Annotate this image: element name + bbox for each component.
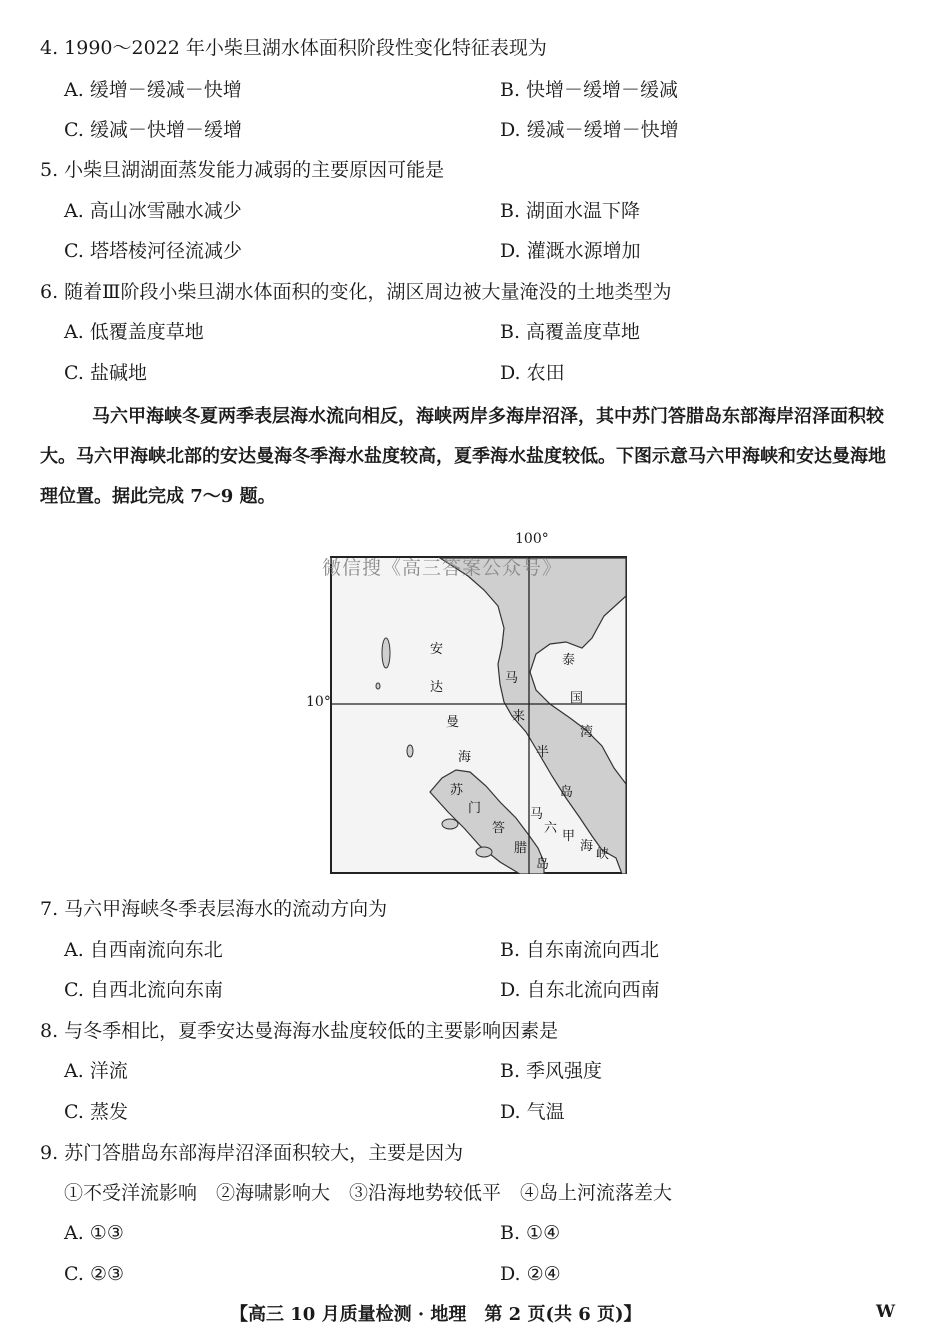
question-7-stem: 7. 马六甲海峡冬季表层海水的流动方向为 xyxy=(40,898,388,920)
andaman-island xyxy=(382,638,390,668)
question-9-statements: ①不受洋流影响 ②海啸影响大 ③沿海地势较低平 ④岛上河流落差大 xyxy=(64,1182,673,1204)
malacca-label-2: 六 xyxy=(544,821,558,836)
andaman-label-4: 海 xyxy=(458,750,472,765)
malay-label-4: 岛 xyxy=(560,785,574,800)
question-5-option-a: A. 高山冰雪融水减少 xyxy=(64,200,242,222)
malacca-label-5: 峡 xyxy=(596,847,610,862)
watermark-text: 微信搜《高三答案公众号》 xyxy=(322,557,563,579)
andaman-label-3: 曼 xyxy=(446,715,460,730)
question-8-stem: 8. 与冬季相比，夏季安达曼海海水盐度较低的主要影响因素是 xyxy=(40,1020,559,1042)
question-5-stem: 5. 小柴旦湖湖面蒸发能力减弱的主要原因可能是 xyxy=(40,159,445,181)
question-6-option-b: B. 高覆盖度草地 xyxy=(500,321,641,343)
question-6-option-d: D. 农田 xyxy=(500,362,565,384)
question-5-option-c: C. 塔塔棱河径流减少 xyxy=(64,240,242,262)
question-4-option-b: B. 快增－缓增－缓减 xyxy=(500,79,679,101)
sumatra-label-2: 门 xyxy=(468,801,482,816)
question-6-option-a: A. 低覆盖度草地 xyxy=(64,321,204,343)
question-9-option-a: A. ①③ xyxy=(64,1222,124,1244)
malacca-label-1: 马 xyxy=(530,807,544,822)
question-4-option-a: A. 缓增－缓减－快增 xyxy=(64,79,242,101)
question-6-option-c: C. 盐碱地 xyxy=(64,362,147,384)
andaman-label-2: 达 xyxy=(430,680,444,695)
question-5-option-b: B. 湖面水温下降 xyxy=(500,200,641,222)
malay-label-2: 来 xyxy=(512,709,526,724)
page-footer: 【高三 10 月质量检测 · 地理 第 2 页(共 6 页)】 xyxy=(230,1304,642,1325)
question-8-option-d: D. 气温 xyxy=(500,1101,565,1123)
question-4-stem: 4. 1990～2022 年小柴旦湖水体面积阶段性变化特征表现为 xyxy=(40,37,547,59)
sumatra-label-1: 苏 xyxy=(450,783,464,798)
gulf-label-3: 湾 xyxy=(580,725,594,740)
passage-text xyxy=(40,397,902,517)
question-9-option-c: C. ②③ xyxy=(64,1263,125,1285)
question-9-option-b: B. ①④ xyxy=(500,1222,561,1244)
map-figure xyxy=(330,556,627,874)
andaman-label-1: 安 xyxy=(430,642,444,657)
malacca-label-4: 海 xyxy=(580,839,594,854)
question-9-option-d: D. ②④ xyxy=(500,1263,561,1285)
question-4-option-d: D. 缓减－缓增－快增 xyxy=(500,119,679,141)
sumatra-label-5: 岛 xyxy=(536,857,550,872)
question-7-option-c: C. 自西北流向东南 xyxy=(64,979,223,1001)
malay-label-3: 半 xyxy=(536,745,550,760)
latitude-label: 10° xyxy=(306,694,331,710)
sumatra-label-3: 答 xyxy=(492,821,506,836)
question-7-option-b: B. 自东南流向西北 xyxy=(500,939,660,961)
question-5-option-d: D. 灌溉水源增加 xyxy=(500,240,641,262)
malay-label-1: 马 xyxy=(505,671,519,686)
corner-mark: W xyxy=(876,1302,896,1322)
sumatra-label-4: 腊 xyxy=(514,841,528,856)
question-8-option-b: B. 季风强度 xyxy=(500,1060,603,1082)
question-4-option-c: C. 缓减－快增－缓增 xyxy=(64,119,242,141)
question-6-stem: 6. 随着Ⅲ阶段小柴旦湖水体面积的变化，湖区周边被大量淹没的土地类型为 xyxy=(40,281,672,303)
passage-body: 马六甲海峡冬夏两季表层海水流向相反，海峡两岸多海岸沼泽，其中苏门答腊岛东部海岸沼泽面积较大。马六甲海峡北部的安达曼海冬季海水盐度较高，夏季海水盐度较低。下图示意马六甲海峡和安达曼海地理位置。据此完成 7～9 题。 xyxy=(40,406,886,507)
malacca-label-3: 甲 xyxy=(562,829,576,844)
gulf-label-2: 国 xyxy=(570,691,584,706)
map-svg xyxy=(330,556,627,874)
nicobar-island xyxy=(407,745,413,757)
coastal-island xyxy=(476,847,492,857)
question-8-option-a: A. 洋流 xyxy=(64,1060,128,1082)
small-island xyxy=(376,683,380,689)
longitude-label: 100° xyxy=(515,531,549,547)
question-7-option-d: D. 自东北流向西南 xyxy=(500,979,660,1001)
question-7-option-a: A. 自西南流向东北 xyxy=(64,939,223,961)
gulf-label-1: 泰 xyxy=(562,653,576,668)
question-8-option-c: C. 蒸发 xyxy=(64,1101,128,1123)
question-9-stem: 9. 苏门答腊岛东部海岸沼泽面积较大，主要是因为 xyxy=(40,1142,464,1164)
coastal-island xyxy=(442,819,458,829)
